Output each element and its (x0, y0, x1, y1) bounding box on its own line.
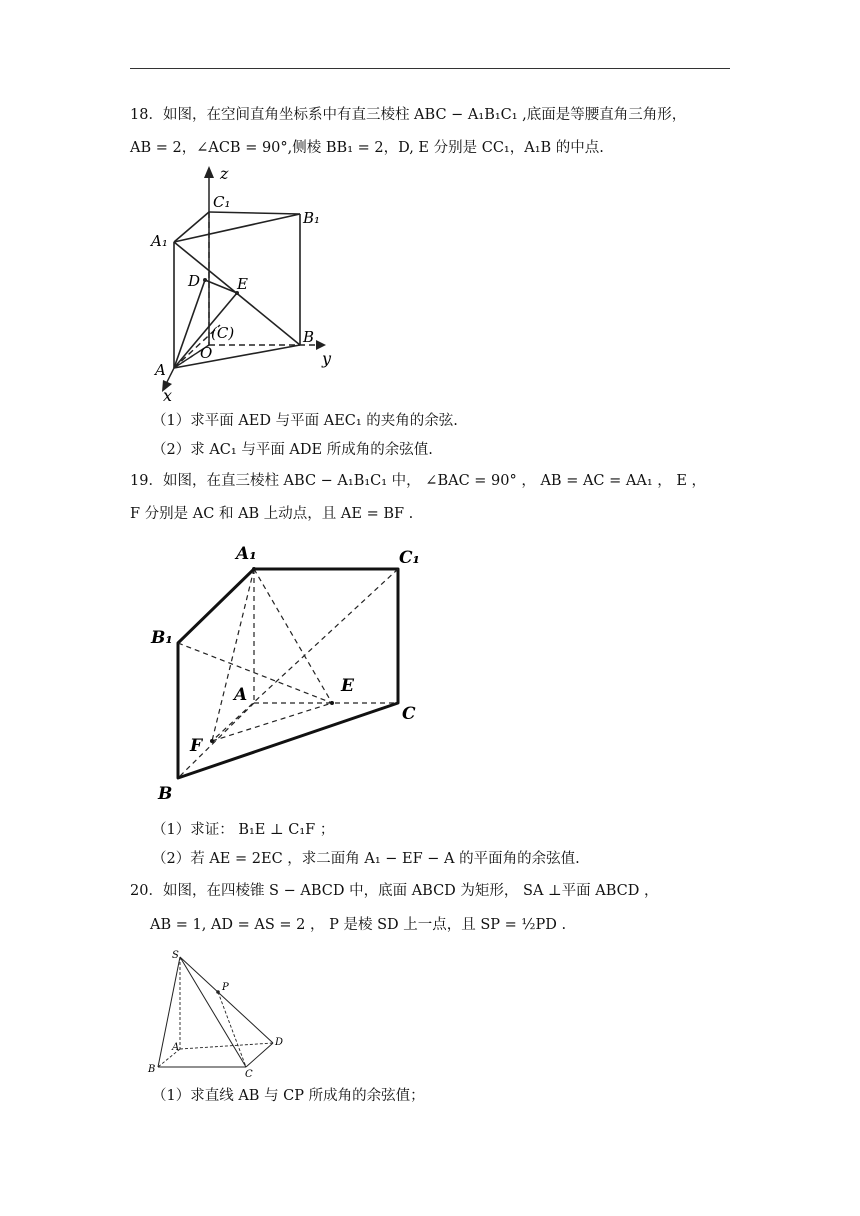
q20-statement-line1: 20．如图，在四棱锥 S − ABCD 中，底面 ABCD 为矩形， SA ⊥平面 ABCD ， (130, 883, 659, 899)
q20-part1: （1）求直线 AB 与 CP 所成角的余弦值； (152, 1088, 425, 1104)
q20-label-d: D (275, 1037, 284, 1048)
q18-label-y: y (322, 349, 332, 368)
q20-label-a: A (172, 1042, 180, 1053)
q20-label-c: C (245, 1069, 253, 1080)
q18-statement-line1: 18．如图，在空间直角坐标系中有直三棱柱 ABC − A₁B₁C₁ ,底面是等腰直角三角形， (130, 107, 687, 123)
q19-label-a1: A₁ (236, 544, 257, 564)
q18-label-e: E (237, 275, 248, 293)
q18-label-d: D (188, 272, 201, 290)
q18-label-z: z (220, 164, 229, 183)
q20-figure (145, 950, 295, 1080)
q20-label-p: P (222, 982, 229, 993)
q19-part1: （1）求证： B₁E ⊥ C₁F ； (152, 822, 335, 838)
q20-label-s: S (172, 950, 179, 961)
q18-statement-line2: AB = 2，∠ACB = 90°,侧棱 BB₁ = 2，D, E 分别是 CC₁，A₁B 的中点. (130, 140, 604, 156)
q19-label-a: A (234, 685, 248, 705)
q19-statement-line2: F 分别是 AC 和 AB 上动点，且 AE = BF . (130, 506, 414, 522)
q18-label-b: B (303, 328, 315, 346)
q19-label-e: E (341, 676, 354, 696)
q18-figure (150, 165, 350, 405)
q18-label-o: O (200, 344, 213, 362)
q18-part1: （1）求平面 AED 与平面 AEC₁ 的夹角的余弦. (152, 413, 458, 429)
q19-label-c: C (402, 704, 416, 724)
q19-statement-line1: 19．如图，在直三棱柱 ABC − A₁B₁C₁ 中， ∠BAC = 90° ， AB = AC = AA₁ ， E ， (130, 473, 707, 489)
q18-label-c1: C₁ (213, 193, 231, 211)
q19-part2: （2）若 AE = 2EC ，求二面角 A₁ − EF − A 的平面角的余弦值. (152, 851, 580, 867)
header-rule (130, 68, 730, 69)
q19-label-f: F (190, 736, 203, 756)
q20-statement-line2: AB = 1, AD = AS = 2 ， P 是棱 SD 上一点，且 SP = ½PD . (150, 917, 567, 933)
q18-label-c: (C) (211, 324, 235, 342)
q19-label-c1: C₁ (399, 548, 420, 568)
q18-label-x: x (163, 386, 173, 405)
q19-figure (145, 538, 435, 803)
q19-label-b1: B₁ (151, 628, 173, 648)
q18-part2: （2）求 AC₁ 与平面 ADE 所成角的余弦值. (152, 442, 433, 458)
q18-label-b1: B₁ (303, 209, 321, 227)
q18-label-a1: A₁ (151, 232, 168, 250)
q19-label-b: B (158, 784, 173, 804)
q18-label-a: A (155, 361, 166, 379)
q20-label-b: B (148, 1064, 156, 1075)
